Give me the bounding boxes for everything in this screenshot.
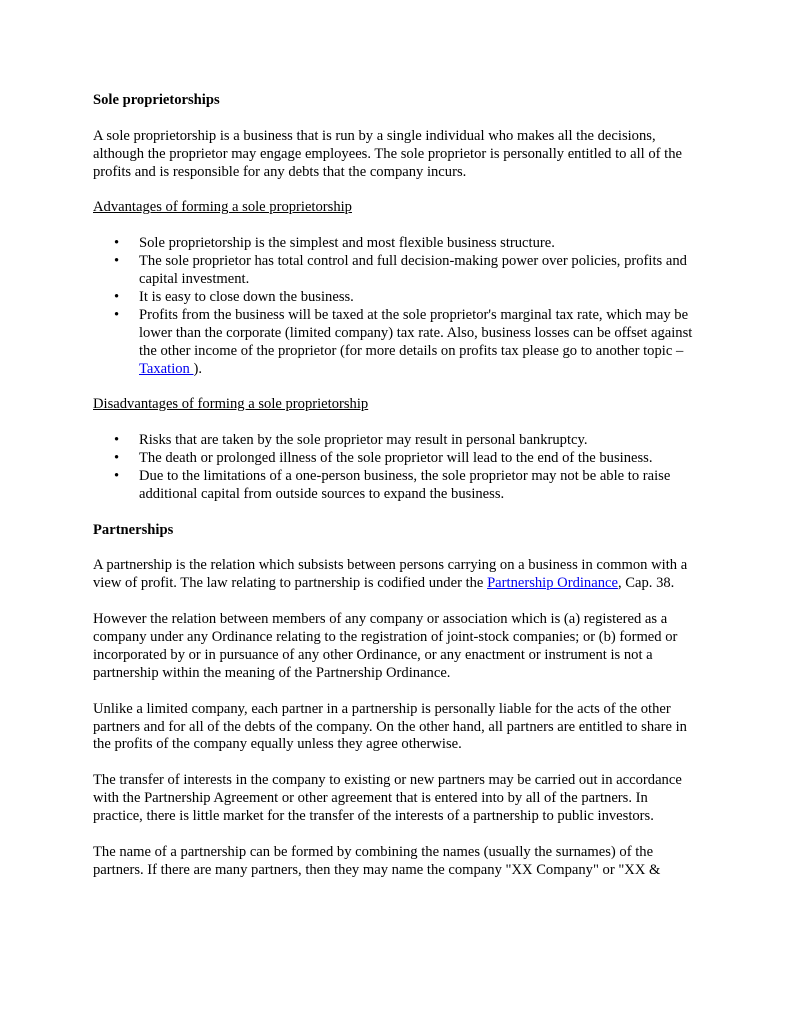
document-page [93, 92, 701, 880]
partnership-paragraph-1 [93, 557, 701, 593]
tax-text-end: ). [193, 360, 203, 377]
p1-text: A partnership is the relation which subsists between persons carrying on a business in common with a view of profit. The law relating to partnership is codified under the [93, 557, 688, 592]
list-item: • Sole proprietorship is the simplest and most flexible business structure. [93, 235, 701, 253]
partnership-paragraph-4: The transfer of interests in the company to existing or new partners may be carried out in accordance with the Partnership Agreement or other agreement that is entered into by all of the partners. In practice, there is little market for the transfer of the interests of a partnership to public investors. [93, 772, 682, 825]
p1-text-end: , Cap. 38. [617, 575, 675, 592]
disadvantages-subheading: Disadvantages of forming a sole proprietorship [93, 396, 369, 413]
partnership-paragraph-3: Unlike a limited company, each partner in a partnership is personally liable for the acts of the other partners and for all of the debts of the company. On the other hand, all partners are entitled to share in the profits of the company equally unless they agree otherwise. [93, 700, 687, 753]
sole-intro-paragraph: A sole proprietorship is a business that is run by a single individual who makes all the decisions, although the proprietor may engage employees. The sole proprietor is personally entitled to all of the profits and is responsible for any debts that the company incurs. [93, 127, 682, 180]
list-item: • It is easy to close down the business. [93, 289, 701, 307]
heading-partnerships: Partnerships [93, 521, 174, 538]
advantages-list [93, 235, 701, 378]
tax-text: Profits from the business will be taxed at the sole proprietor's marginal tax rate, which may be lower than the corporate (limited company) tax rate. Also, business losses can be offset against the other income of the proprietor (for more details on profits tax please go to another topic – [139, 306, 693, 359]
list-item: • The death or prolonged illness of the sole proprietor will lead to the end of the business. [93, 450, 701, 468]
disadvantages-list [93, 432, 701, 504]
partnership-paragraph-5: The name of a partnership can be formed by combining the names (usually the surnames) of the partners. If there are many partners, then they may name the company "XX Company" or "XX & [93, 843, 661, 878]
partnership-ordinance-link[interactable]: Partnership Ordinance [487, 575, 618, 592]
list-item [93, 307, 701, 379]
partnership-paragraph-2: However the relation between members of any company or association which is (a) registered as a company under any Ordinance relating to the registration of joint-stock companies; or (b) formed or incorporated by or in pursuance of any other Ordinance, or any enactment or instrument is not a partnership within the meaning of the Partnership Ordinance. [93, 611, 678, 681]
list-item: • Due to the limitations of a one-person business, the sole proprietor may not be able to raise additional capital from outside sources to expand the business. [93, 468, 701, 504]
list-item: • Risks that are taken by the sole proprietor may result in personal bankruptcy. [93, 432, 701, 450]
heading-sole-proprietorships: Sole proprietorships [93, 92, 220, 108]
advantages-subheading: Advantages of forming a sole proprietorship [93, 199, 352, 216]
list-item: • The sole proprietor has total control and full decision-making power over policies, profits and capital investment. [93, 253, 701, 289]
taxation-link[interactable]: Taxation [139, 360, 194, 377]
